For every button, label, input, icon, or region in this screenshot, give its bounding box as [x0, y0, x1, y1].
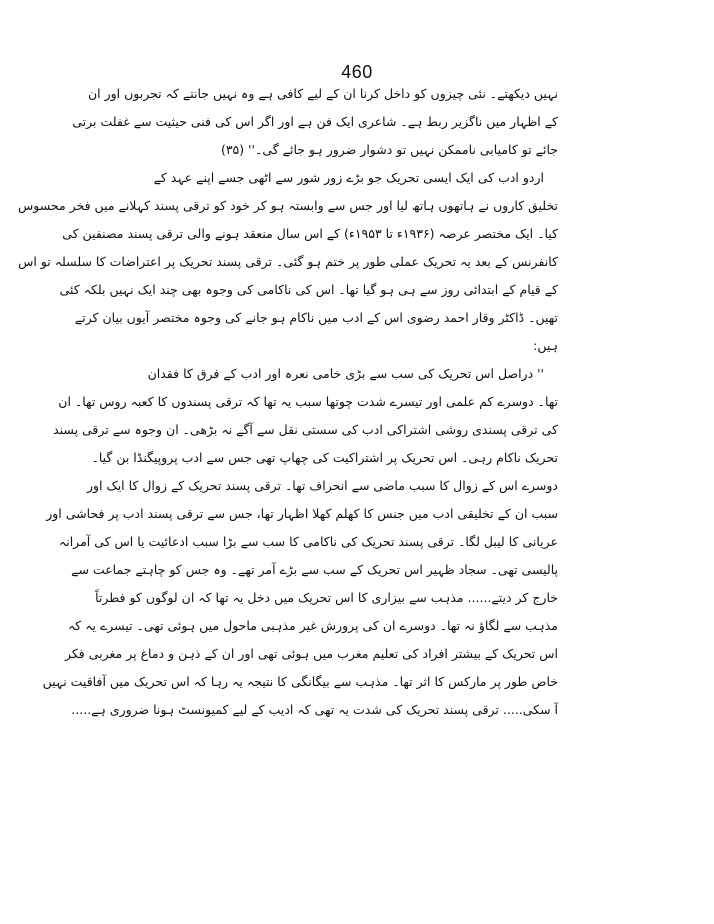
quote-line: دوسرے اس کے زوال کا سبب ماضی سے انحراف تھا۔ ترقی پسند تحریک کے زوال کا ایک اور: [86, 478, 558, 493]
quote-line: آ سکی..... ترقی پسند تحریک کی شدت یہ تھی کہ ادیب کے لیے کمیونسٹ ہونا ضروری ہے.....: [71, 702, 558, 717]
text-line: اردو ادب کی ایک ایسی تحریک جو بڑے زور شور سے اٹھی جسے اپنے عہد کے: [153, 170, 544, 185]
text-line: تخلیق کاروں نے ہاتھوں ہاتھ لیا اور جس سے وابستہ ہو کر خود کو ترقی پسند کہلانے میں فخر محسوس: [18, 198, 558, 213]
quote-line: عریانی کا لیبل لگا۔ ترقی پسند تحریک کی ناکامی کا سب سے بڑا سبب ادعائیت یا اس کی آمرانہ: [58, 534, 558, 549]
quote-line: مذہب سے لگاؤ نہ تھا۔ دوسرے ان کی پرورش غیر مذہبی ماحول میں ہوئی تھی۔ تیسرے یہ کہ: [67, 618, 558, 633]
quote-line: تحریک ناکام رہی۔ اس تحریک پر اشتراکیت کی چھاپ تھی جس سے ادب پروپیگنڈا بن گیا۔: [91, 450, 558, 465]
quote-line: اس تحریک کے بیشتر افراد کی تعلیم مغرب میں ہوئی تھی اور ان کے ذہن و دماغ پر مغربی فکر: [64, 646, 558, 661]
text-line: ہیں:: [533, 338, 558, 353]
text-line: تھیں۔ ڈاکٹر وقار احمد رضوی اس کے ادب میں ناکام ہو جانے کی وجوہ مختصر آیوں بیان کرتے: [74, 310, 558, 325]
quote-line: کی ترقی پسندی روشی اشتراکی ادب کی سستی نقل سے آگے نہ بڑھی۔ ان وجوہ سے ترقی پسند: [53, 422, 558, 437]
text-line: کے قیام کے ابتدائی روز سے ہی ہو گیا تھا۔ اس کی ناکامی کی وجوہ بھی چند ایک نہیں بلکہ کئی: [59, 282, 558, 297]
text-line: کے اظہار میں ناگزیر ربط ہے۔ شاعری ایک فن ہے اور اگر اس کی فنی حیثیت سے غفلت برتی: [72, 114, 558, 129]
text-line: نہیں دیکھتے۔ نئی چیزوں کو داخل کرنا ان کے لیے کافی ہے وہ نہیں جانتے کہ تجربوں اور ان: [87, 86, 558, 101]
quote-line: تھا۔ دوسرے کم علمی اور تیسرے شدت چوتھا سبب یہ تھا کہ ترقی پسندوں کا کعبہ روس تھا۔ ان: [58, 394, 558, 409]
page-number: 460: [341, 62, 373, 82]
quote-line: خاص طور پر مارکس کا اثر تھا۔ مذہب سے بیگانگی کا نتیجہ یہ رہا کہ اس تحریک میں آفاقیت نہیں: [42, 674, 558, 689]
text-line: کانفرنس کے بعد یہ تحریک عملی طور پر ختم ہو گئی۔ ترقی پسند تحریک پر اعتراضات کا سلسلہ تو اس: [18, 254, 558, 269]
quote-line: پالیسی تھی۔ سجاد ظہیر اس تحریک کے سب سے بڑے آمر تھے۔ وہ جس کو چاہتے جماعت سے: [71, 562, 558, 577]
text-line: کیا۔ ایک مختصر عرصہ (۱۹۳۶ء تا ۱۹۵۳ء) کے اس سال منعقد ہونے والی ترقی پسند مصنفین کی: [62, 226, 558, 241]
quote-line: سبب ان کے تخلیقی ادب میں جنس کا کھلم کھلا اظہار تھا، جس سے ترقی پسند ادب پر فحاشی اور: [46, 506, 558, 521]
text-line: جائے تو کامیابی ناممکن نہیں تو دشوار ضرور ہو جائے گی۔'' (۳۵): [220, 142, 558, 157]
quote-line: خارج کر دیتے...... مذہب سے بیزاری کا اس تحریک میں دخل یہ تھا کہ ان لوگوں کو فطرتاً: [95, 590, 558, 605]
quote-line: '' دراصل اس تحریک کی سب سے بڑی خامی نعرہ اور ادب کے فرق کا فقدان: [147, 366, 544, 381]
